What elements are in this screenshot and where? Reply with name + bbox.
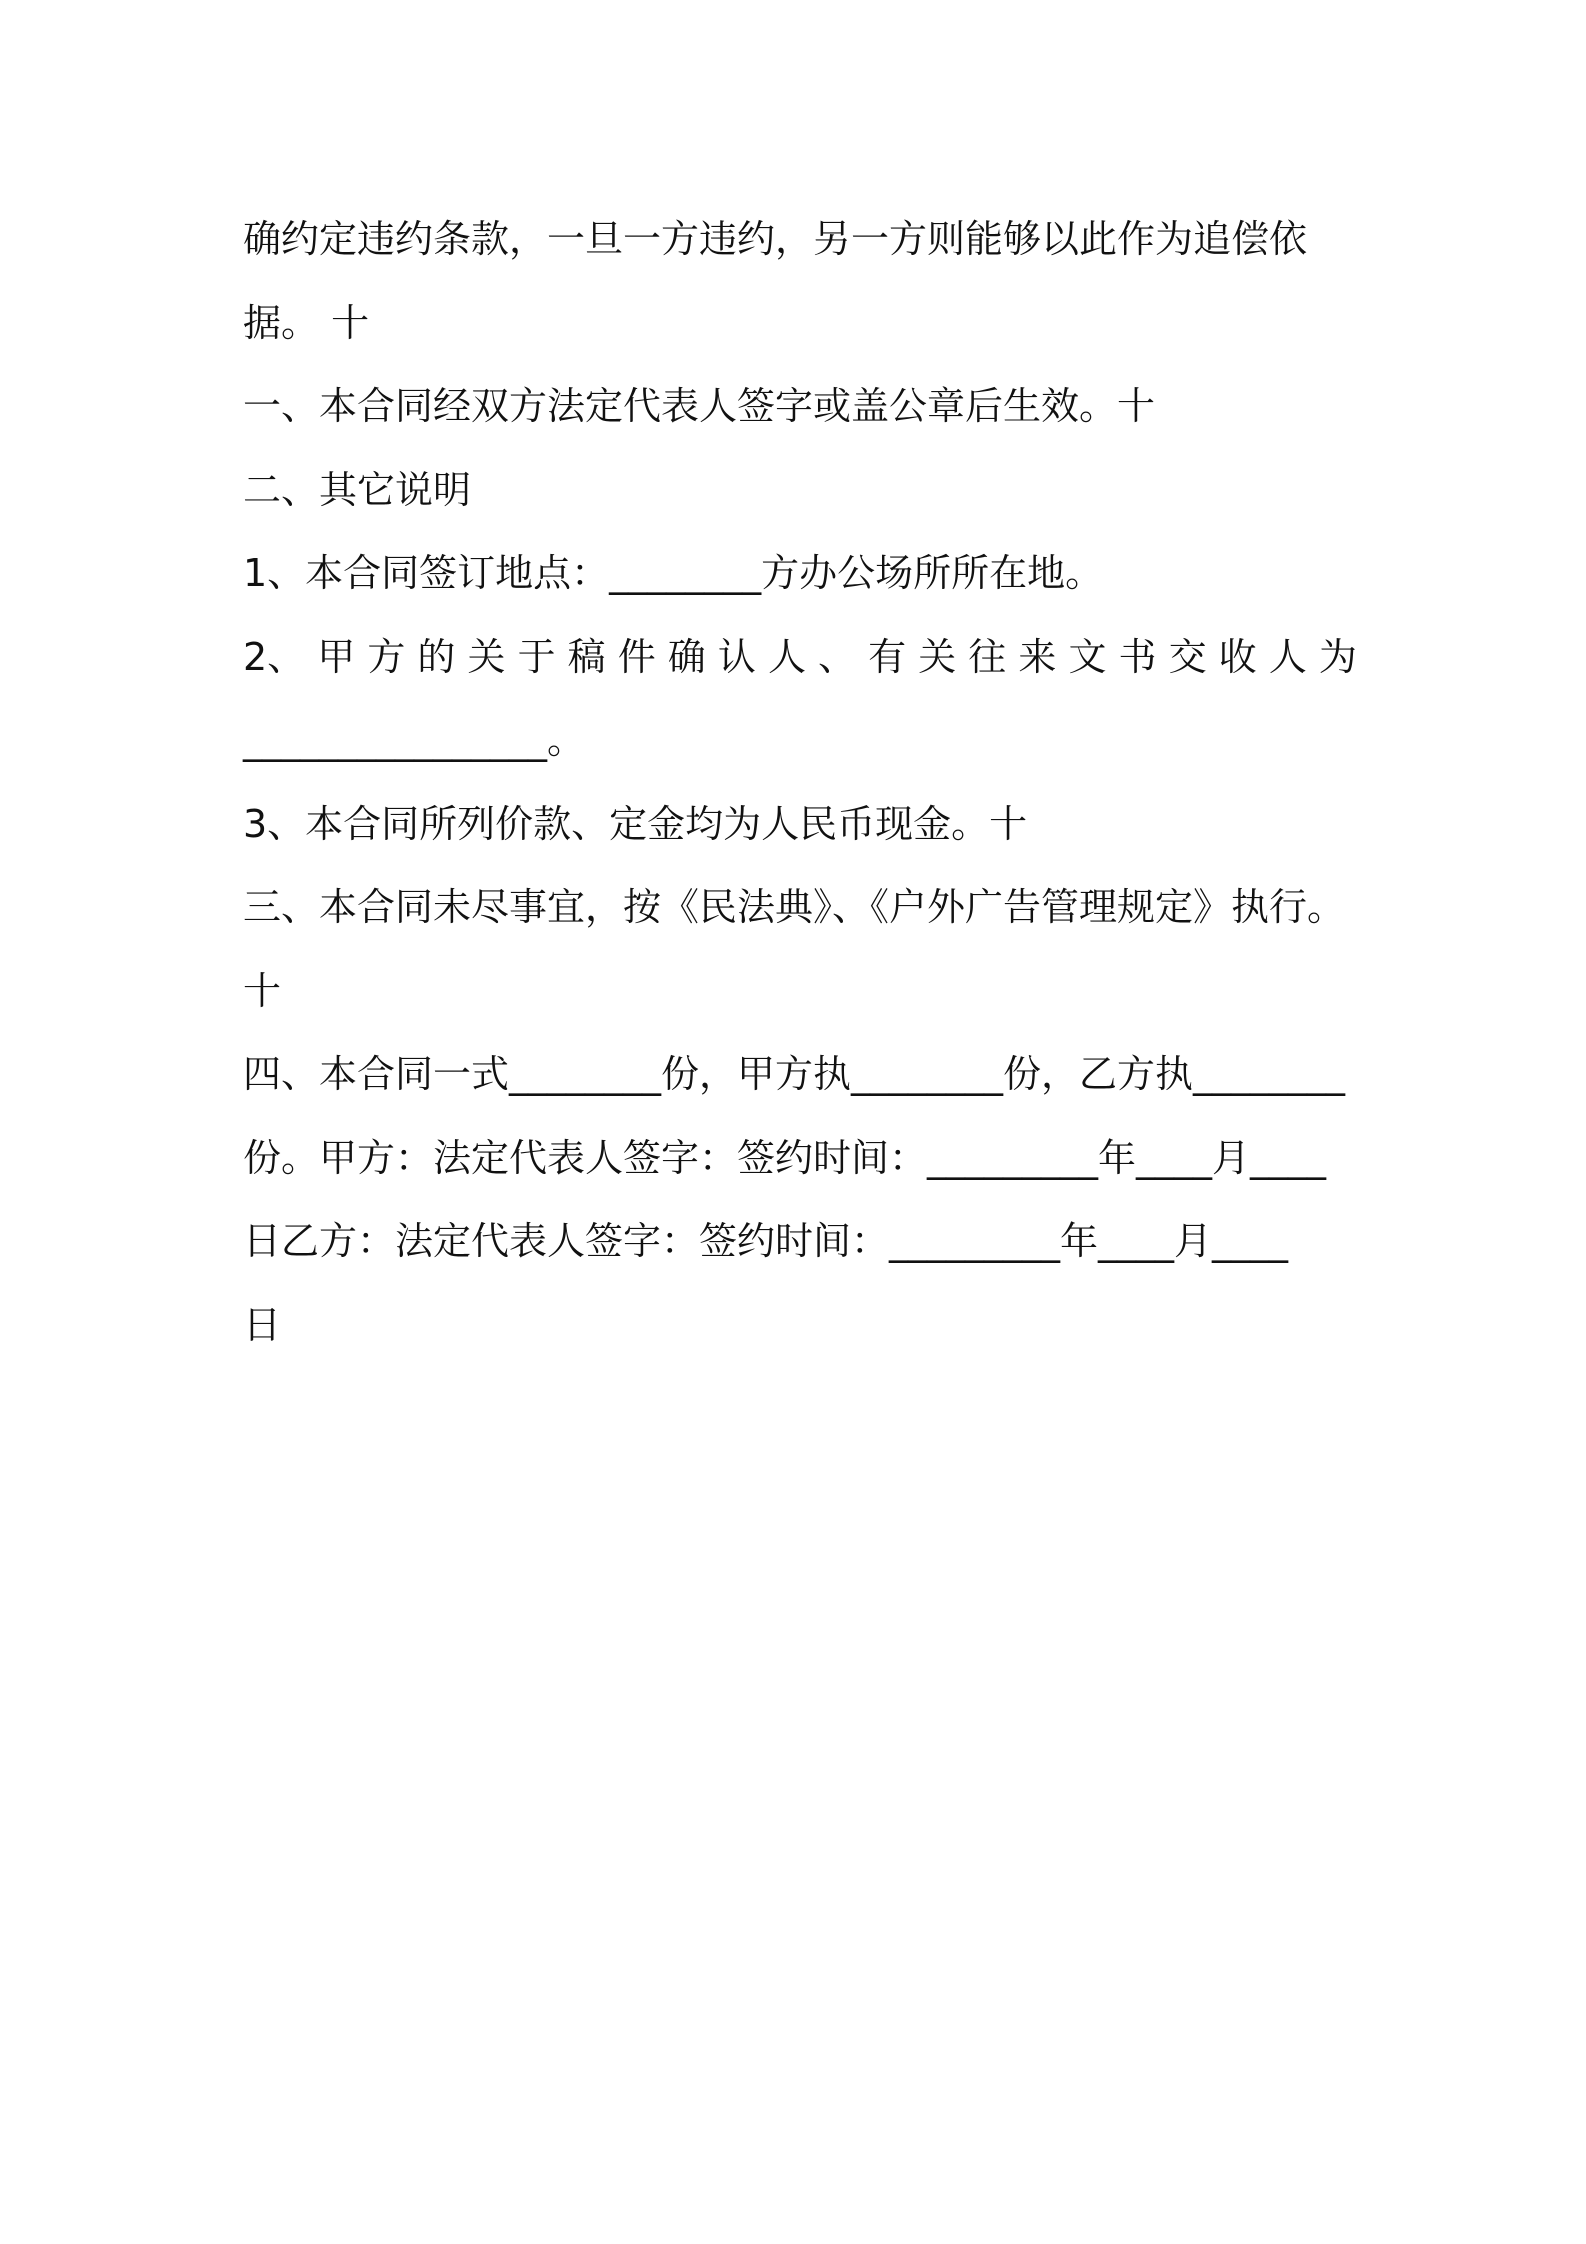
item-2-blank: ________________。 <box>243 718 586 762</box>
party-a-signature-line: 份。甲方：法定代表人签字：签约时间：_________年____月____ <box>243 1135 1327 1180</box>
clause-one: 一、本合同经双方法定代表人签字或盖公章后生效。十 <box>243 384 1156 428</box>
item-1-signing-location: 1、本合同签订地点：________方办公场所所在地。 <box>243 551 1104 595</box>
clause-four-copies: 四、本合同一式________份，甲方执________份，乙方执________ <box>243 1052 1346 1096</box>
clause-two-heading: 二、其它说明 <box>243 467 472 512</box>
final-day-line: 日 <box>243 1302 282 1347</box>
party-b-signature-line: 日乙方：法定代表人签字：签约时间：_________年____月____ <box>243 1219 1289 1263</box>
clause-three-mark: 十 <box>243 968 282 1013</box>
item-2-confirmer: 2、 甲 方 的 关 于 稿 件 确 认 人 、 有 关 往 来 文 书 交 收 人 为 <box>243 634 1357 679</box>
item-3-currency: 3、本合同所列价款、定金均为人民币现金。十 <box>243 801 1028 846</box>
text-line-2: 据。 十 <box>243 300 370 345</box>
clause-three: 三、本合同未尽事宜，按《民法典》、《户外广告管理规定》执行。 <box>243 885 1346 929</box>
document-body <box>243 198 1357 1367</box>
text-line-1: 确约定违约条款，一旦一方违约，另一方则能够以此作为追偿依 <box>243 217 1308 261</box>
